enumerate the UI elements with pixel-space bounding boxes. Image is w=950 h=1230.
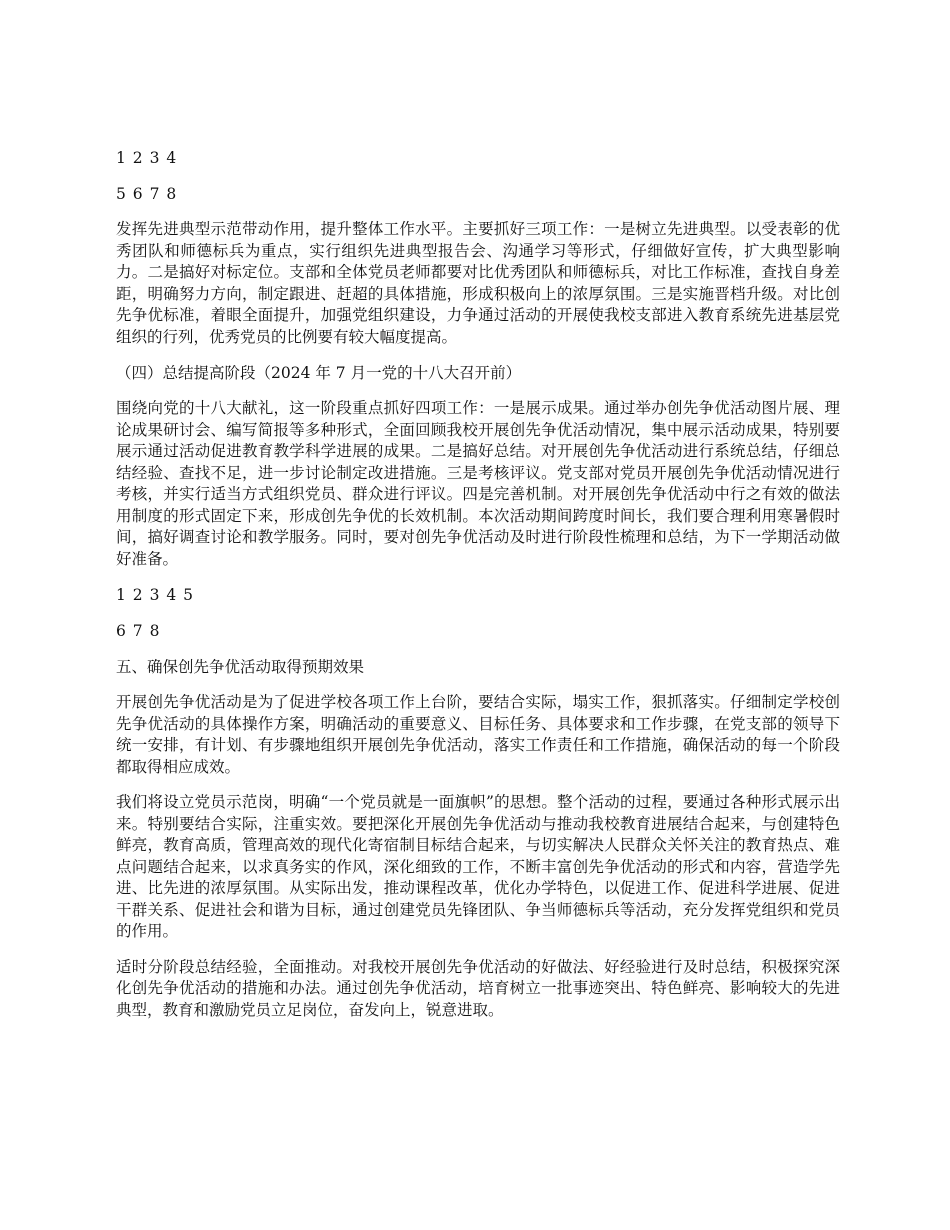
page-number-row-4: 6 7 8	[116, 622, 161, 640]
paragraph-implementation: 开展创先争优活动是为了促进学校各项工作上台阶，要结合实际，塌实工作，狠抓落实。仔细制定学校创先争优活动的具体操作方案，明确活动的重要意义、目标任务、具体要求和工作步骤，在党支部的领导下统一安排，有计划、有步骤地组织开展创先争优活动，落实工作责任和工作措施，确保活动的每一个阶段都取得相应成效。	[116, 693, 840, 776]
section-heading-ensure-results: 五、确保创先争优活动取得预期效果	[116, 658, 365, 676]
section-heading-summary-stage: （四）总结提高阶段（2024 年 7 月一党的十八大召开前）	[116, 364, 522, 382]
page-number-row-3: 1 2 3 4 5	[116, 586, 195, 604]
page-number-row-1: 1 2 3 4	[116, 149, 178, 167]
paragraph-model-posts: 我们将设立党员示范岗，明确“一个党员就是一面旗帜”的思想。整个活动的过程，要通过各种形式展示出来。特别要结合实际，注重实效。要把深化开展创先争优活动与推动我校教育进展结合起来，与创建特色鲜亮，教育高质，管理高效的现代化寄宿制目标结合起来，与切实解决人民群众关怀关注的教育热点、难点问题结合起来，以求真务实的作风，深化细致的工作，不断丰富创先争优活动的形式和内容，营造学先进、比先进的浓厚氛围。从实际出发，推动课程改革，优化办学特色，以促进工作、促进科学进展、促进干群关系、促进社会和谐为目标，通过创建党员先锋团队、争当师德标兵等活动，充分发挥党组织和党员的作用。	[116, 793, 840, 940]
paragraph-typical-example: 发挥先进典型示范带动作用，提升整体工作水平。主要抓好三项工作：一是树立先进典型。以受表彰的优秀团队和师德标兵为重点，实行组织先进典型报告会、沟通学习等形式，仔细做好宣传，扩大典型影响力。二是搞好对标定位。支部和全体党员老师都要对比优秀团队和师德标兵，对比工作标准，查找自身差距，明确努力方向，制定跟进、赶超的具体措施，形成积极向上的浓厚氛围。三是实施晋档升级。对比创先争优标准，着眼全面提升，加强党组织建设，力争通过活动的开展使我校支部进入教育系统先进基层党组织的行列，优秀党员的比例要有较大幅度提高。	[116, 220, 840, 346]
document-page	[116, 147, 840, 1035]
paragraph-stage-summary: 适时分阶段总结经验，全面推动。对我校开展创先争优活动的好做法、好经验进行及时总结，积极探究深化创先争优活动的措施和办法。通过创先争优活动，培育树立一批事迹突出、特色鲜亮、影响较大的先进典型，教育和激励党员立足岗位，奋发向上，锐意进取。	[116, 957, 840, 1019]
page-number-row-2: 5 6 7 8	[116, 185, 178, 203]
paragraph-summary-stage: 围绕向党的十八大献礼，这一阶段重点抓好四项工作：一是展示成果。通过举办创先争优活动图片展、理论成果研讨会、编写简报等多种形式，全面回顾我校开展创先争优活动情况，集中展示活动成果，特别要展示通过活动促进教育教学科学进展的成果。二是搞好总结。对开展创先争优活动进行系统总结，仔细总结经验、查找不足，进一步讨论制定改进措施。三是考核评议。党支部对党员开展创先争优活动情况进行考核，并实行适当方式组织党员、群众进行评议。四是完善机制。对开展创先争优活动中行之有效的做法用制度的形式固定下来，形成创先争优的长效机制。本次活动期间跨度时间长，我们要合理利用寒暑假时间，搞好调查讨论和教学服务。同时，要对创先争优活动及时进行阶段性梳理和总结，为下一学期活动做好准备。	[116, 399, 840, 568]
